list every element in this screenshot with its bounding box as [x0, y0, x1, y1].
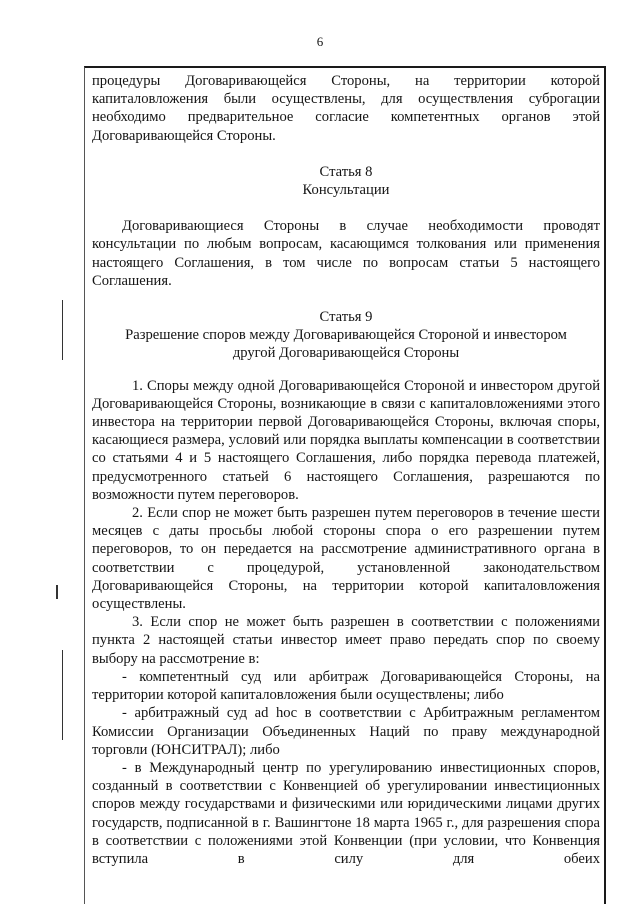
article-9-paragraph-2: 2. Если спор не может быть разрешен путем переговоров в течение шести месяцев с даты просьбы любой стороны спора о его разрешении путем переговоров, то он передается на рассмотрение административного органа в соответствии с процедурой, установленной законодательством Договаривающейся Стороны, на территории которой капиталовложения осуществлены. [92, 505, 600, 613]
scan-mark [56, 585, 58, 599]
article-8-title: Консультации [302, 182, 390, 199]
article-9-list-item-3: - в Международный центр по урегулированию инвестиционных споров, созданный в соответствии с Конвенцией об урегулировании инвестиционных споров между государствами и физическими или юридическими лицами других государств, подписанной в г. Вашингтоне 18 марта 1965 г., для разрешения спора в соответствии с положениями этой Конвенции (при условии, что Конвенция вступила в силу для обеих [92, 759, 600, 867]
article-9-title-line-1: Разрешение споров между Договаривающейся Стороной и инвестором [125, 327, 567, 344]
article-9-list-item-2: - арбитражный суд ad hoc в соответствии с Арбитражным регламентом Комиссии Организации Объединенных Наций по праву международной торговли (ЮНСИТРАЛ); либо [92, 705, 600, 758]
article-8-paragraph: Договаривающиеся Стороны в случае необходимости проводят консультации по любым вопросам, касающимся толкования или применения настоящего Соглашения, в том числе по вопросам статьи 5 настоящего Соглашения. [92, 218, 600, 289]
page-number: 6 [316, 34, 324, 49]
article-9-paragraph-3: 3. Если спор не может быть разрешен в соответствии с положениями пункта 2 настоящей статьи инвестор имеет право передать спор по своему выбору на рассмотрение в: [92, 614, 600, 667]
scan-mark [62, 650, 63, 740]
article-9-list-item-1: - компетентный суд или арбитраж Договаривающейся Стороны, на территории которой капиталовложения были осуществлены; либо [92, 668, 600, 704]
article-9-title-line-2: другой Договаривающейся Стороны [232, 345, 460, 362]
article-9-heading: Статья 9 [319, 309, 373, 326]
article-8-heading: Статья 8 [319, 163, 373, 180]
continuation-paragraph: процедуры Договаривающейся Стороны, на территории которой капиталовложения были осуществлены, для осуществления суброгации необходимо предварительное согласие компетентных органов этой Договаривающейся Стороны. [92, 73, 600, 144]
article-9-paragraph-1: 1. Споры между одной Договаривающейся Стороной и инвестором другой Договаривающейся Стороны, возникающие в связи с капиталовложениями этого инвестора на территории первой Договаривающейся Стороны, включая споры, касающиеся размера, условий или порядка выплаты компенсации в соответствии со статьями 4 и 5 настоящего Соглашения, либо порядка перевода платежей, предусмотренного статьей 6 настоящего Соглашения, разрешаются по возможности путем переговоров. [92, 377, 600, 503]
scan-mark [62, 300, 63, 360]
document-body [92, 72, 600, 868]
